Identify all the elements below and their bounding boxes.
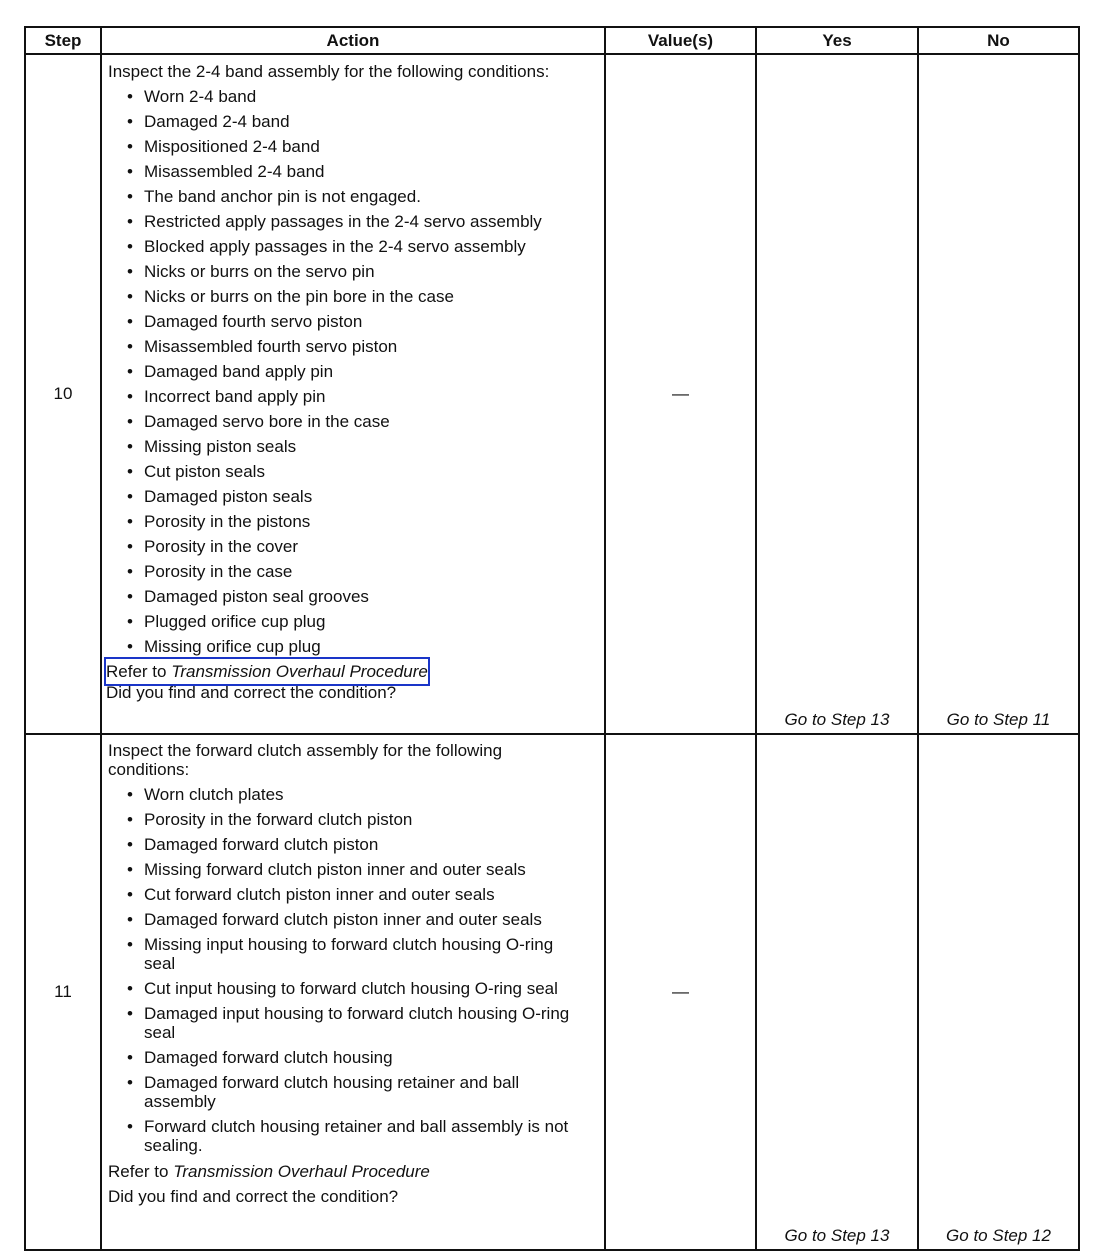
- table-row-step-10: [25, 54, 1079, 734]
- step-number: 10: [25, 54, 101, 734]
- condition-item: • Cut input housing to forward clutch housing O-ring seal: [126, 979, 586, 998]
- header-action: Action: [101, 27, 605, 54]
- condition-item: • Damaged input housing to forward clutch housing O-ring seal: [126, 1004, 586, 1042]
- action-intro: Inspect the 2-4 band assembly for the following conditions:: [108, 62, 550, 81]
- condition-item: • Damaged forward clutch housing retainer and ball assembly: [126, 1073, 586, 1111]
- yes-cell: Go to Step 13: [756, 54, 918, 734]
- condition-item: • Damaged band apply pin: [126, 359, 598, 384]
- no-cell: Go to Step 12: [918, 734, 1079, 1250]
- condition-item: • Restricted apply passages in the 2-4 servo assembly: [126, 209, 598, 234]
- condition-item: • Missing piston seals: [126, 434, 598, 459]
- condition-item: • Damaged forward clutch piston inner and outer seals: [126, 910, 586, 929]
- refer-prefix: Refer to: [106, 662, 172, 681]
- condition-item: • The band anchor pin is not engaged.: [126, 184, 598, 209]
- condition-item: • Nicks or burrs on the pin bore in the case: [126, 284, 598, 309]
- condition-item: • Misassembled 2-4 band: [126, 159, 598, 184]
- condition-item: • Worn clutch plates: [126, 785, 586, 804]
- action-question: Did you find and correct the condition?: [106, 683, 397, 702]
- header-yes: Yes: [756, 27, 918, 54]
- condition-list: [108, 84, 598, 659]
- condition-item: • Misassembled fourth servo piston: [126, 334, 598, 359]
- action-cell: [101, 734, 605, 1250]
- value-cell: —: [605, 734, 756, 1250]
- condition-item: • Worn 2-4 band: [126, 84, 598, 109]
- condition-item: • Plugged orifice cup plug: [126, 609, 598, 634]
- refer-prefix: Refer to: [108, 1162, 174, 1181]
- condition-item: • Cut forward clutch piston inner and outer seals: [126, 885, 586, 904]
- refer-procedure-link[interactable]: [106, 659, 428, 684]
- condition-item: • Blocked apply passages in the 2-4 servo assembly: [126, 234, 598, 259]
- diagnostic-table: [24, 26, 1080, 1251]
- action-question: Did you find and correct the condition?: [108, 1187, 399, 1206]
- header-row: [25, 27, 1079, 54]
- condition-item: • Incorrect band apply pin: [126, 384, 598, 409]
- condition-item: • Porosity in the cover: [126, 534, 598, 559]
- condition-item: • Missing orifice cup plug: [126, 634, 598, 659]
- condition-item: • Porosity in the pistons: [126, 509, 598, 534]
- condition-list: [108, 785, 586, 1155]
- value-cell: —: [605, 54, 756, 734]
- procedure-title: Transmission Overhaul Procedure: [171, 662, 428, 681]
- action-intro: Inspect the forward clutch assembly for the following conditions:: [108, 741, 503, 779]
- step-number: 11: [25, 734, 101, 1250]
- procedure-title: Transmission Overhaul Procedure: [173, 1162, 430, 1181]
- header-step: Step: [25, 27, 101, 54]
- condition-item: • Damaged 2-4 band: [126, 109, 598, 134]
- no-cell: Go to Step 11: [918, 54, 1079, 734]
- condition-item: • Mispositioned 2-4 band: [126, 134, 598, 159]
- action-cell: [101, 54, 605, 734]
- condition-item: • Cut piston seals: [126, 459, 598, 484]
- refer-procedure: [108, 1159, 430, 1184]
- condition-item: • Damaged piston seal grooves: [126, 584, 598, 609]
- condition-item: • Damaged forward clutch housing: [126, 1048, 586, 1067]
- condition-item: • Missing forward clutch piston inner and outer seals: [126, 860, 586, 879]
- condition-item: • Missing input housing to forward clutch housing O-ring seal: [126, 935, 586, 973]
- condition-item: • Nicks or burrs on the servo pin: [126, 259, 598, 284]
- condition-item: • Damaged piston seals: [126, 484, 598, 509]
- condition-item: • Porosity in the forward clutch piston: [126, 810, 586, 829]
- header-no: No: [918, 27, 1079, 54]
- header-values: Value(s): [605, 27, 756, 54]
- table-row-step-11: [25, 734, 1079, 1250]
- condition-item: • Porosity in the case: [126, 559, 598, 584]
- condition-item: • Damaged servo bore in the case: [126, 409, 598, 434]
- condition-item: • Forward clutch housing retainer and ball assembly is not sealing.: [126, 1117, 586, 1155]
- condition-item: • Damaged forward clutch piston: [126, 835, 586, 854]
- condition-item: • Damaged fourth servo piston: [126, 309, 598, 334]
- yes-cell: Go to Step 13: [756, 734, 918, 1250]
